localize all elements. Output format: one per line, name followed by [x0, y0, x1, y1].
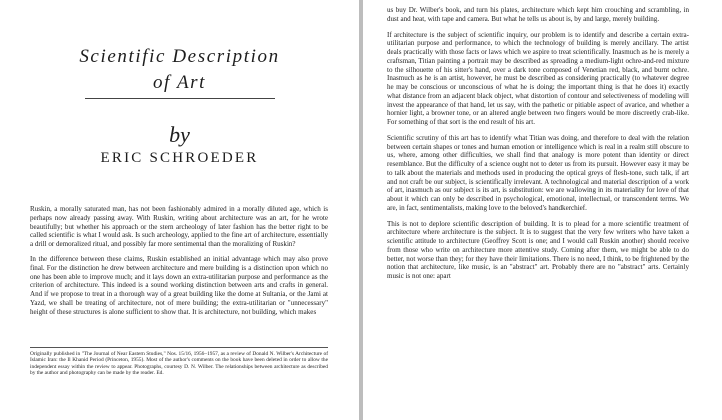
paragraph: In the difference between these claims, Ruskin established an initial advantage which may also prove final. For the distinction he drew between architecture and mere building is a distinction upon which no one has been able to improve much; and it lays down an extra-utilitarian purpose and performance as the criterion of architecture. This indeed is a sound working distinction between arts and crafts in general. And if we propose to treat in a thorough way of a great building like the dome at Sultania, or the Jami at Yazd, we shall be treating of architecture, not of mere building; the extra-utilitarian or "unnecessary" height of these structures is alone sufficient to show that. It is architecture, not building, which makes: [30, 254, 328, 316]
left-page: [0, 0, 359, 420]
title-line-2: of Art: [152, 72, 207, 93]
article-title: [0, 44, 359, 99]
right-body-text: [387, 6, 689, 288]
title-line-1: Scientific Description: [79, 46, 280, 67]
paragraph: us buy Dr. Wilber's book, and turn his plates, architecture which kept him crouching and scrambling, in dust and heat, with tape and camera. But what he tells us about is, by and large, merely building.: [387, 6, 689, 23]
paragraph: Ruskin, a morally saturated man, has not been fashionably admired in a morally diluted age, which is perhaps now already passing away. With Ruskin, writing about architecture was an art, for he wrote beautifully; but whether his approach or the stern archeology of later fashion has the better right to be called scientific is what I would ask. Is such archeology, applied to the fine art of architecture, essentially a drill or demoralized ritual, and possibly far more sentimental than the moralizing of Ruskin?: [30, 205, 328, 249]
paragraph: If architecture is the subject of scientific inquiry, our problem is to identify and describe a certain extra-utilitarian purpose and performance, to which the technology of building is merely ancillary. The artist deals practically with those facts or laws which we aspire to treat scientifically. Inasmuch as he is merely a craftsman, Titian painting a portrait may be described as spreading a medium-light ochre-and-red mixture to the silhouette of his sitter's hand, over a dark tone composed of Venetian red, black, and burnt ochre. Inasmuch as he is an artist, however, he must be described as considering practically (to whatever degree he may be conscious or unconscious of what he is doing; the important thing is that he does it) exactly what distance from an adjacent black object, what distortion of contour and selectiveness of modeling will invest the appearance of that hand, let us say, with the pathetic or pitiable aspect of avarice, and whether a hornier light, a browner tone, or an altered angle between two fingers would be more discreetly crab-like. For something of that sort is the end result of his art.: [387, 30, 689, 126]
left-body-text: [30, 205, 328, 323]
byline: by: [169, 122, 190, 147]
title-rule: [85, 98, 275, 99]
author-name: ERIC SCHROEDER: [100, 150, 259, 166]
right-page: [363, 0, 722, 420]
paragraph: Scientific scrutiny of this art has to identify what Titian was doing, and therefore to deal with the relation between certain shapes or tones and human emotion or intelligence which is real in a realm still obscure to us, where, among other difficulties, we shall find that analogy is more potent than identity or direct resemblance. But the difficulty of a science ought not to deter us from its pursuit. However easy it may be to talk about the materials and methods used in producing the optical greys of flesh-tone, such talk, if art and not craft be our subject, is scientifically irrelevant. A technological and material description of a work of art, inasmuch as our subject is its art, is substitution: we are wallowing in its materiality for love of that about it which can only be described in psychological, emotional, intellectual, or transcendent terms. We are, in fact, sentimentalists, making love to the beloved's handkerchief.: [387, 133, 689, 212]
footnote: Originally published in "The Journal of Near Eastern Studies," Nos. 15/16, 1956–1957, as a review of Donald N. Wilber's Architecture of Islamic Iran: the Il Khanid Period (Princeton, 1955). Most of the author's comments on the book have been deleted in order to allow the independent essay within the review to appear. Photographs, courtesy D. N. Wilber. The relationships between architecture as described by the author and photography can be made by the reader. Ed.: [30, 347, 328, 376]
paragraph: This is not to deplore scientific description of building. It is to plead for a more scientific treatment of architecture where architecture is the subject. It is to suggest that the very few writers who have taken a scientific attitude to architecture (Geoffrey Scott is one; and I would call Ruskin another) should receive from those who write on architecture more attentive study. Coming after them, we might be able to do better, not worse than they; for they have their limitations. There is no need, I think, to be frightened by the notion that architecture, like music, is an "abstract" art. Probably there are no "abstract" arts. Certainly music is not one: apart: [387, 219, 689, 280]
